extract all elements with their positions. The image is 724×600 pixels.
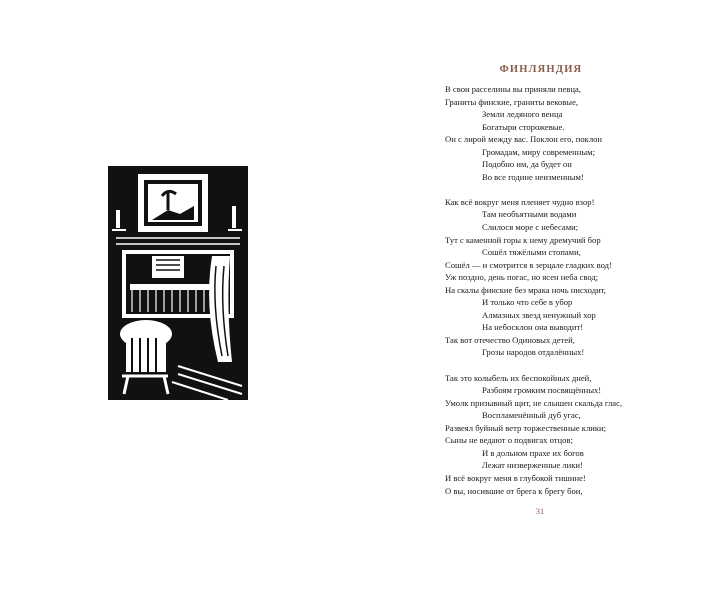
poem-line: Развеял буйный ветр торжественные клики; (445, 422, 607, 433)
poem-line: В свои расселины вы приняли певца, (445, 84, 581, 94)
poem-line: Земли ледяного венца (482, 109, 563, 120)
poem-body (445, 83, 675, 497)
poem-line: Так вот отечество Одиновых детей, (445, 334, 575, 345)
poem-line: Сошёл тяжёлыми стопами, (482, 247, 581, 258)
poem-line: Во все године неизменным! (482, 171, 584, 182)
poem-line: О вы, носившие от брега к брегу бои, (445, 485, 583, 496)
poem-line: Подобно им, да будет он (482, 159, 572, 170)
poem-line: Сошёл — и смотрится в зерцале гладких вод! (445, 259, 612, 270)
poem-line: На скалы финские без мрака ночь нисходит, (445, 284, 606, 295)
poem-line: Так это колыбель их беспокойных дней, (445, 372, 592, 383)
poem-line: Умолк призывный щит, не слышен скальда глас, (445, 397, 623, 408)
poem-line: Там необъятными водами (482, 209, 577, 220)
woodcut-interior-icon (108, 166, 248, 400)
poem-title: ФИНЛЯНДИЯ (499, 64, 583, 75)
poem-line: Лежат низверженные лики! (482, 460, 583, 471)
poem-line: Слилося море с небесами; (482, 222, 579, 233)
stanza-break (445, 183, 675, 196)
poem-line: Он с лирой между вас. Поклон его, поклон (445, 134, 603, 145)
poem-line: Воспламенённый дуб угас, (482, 410, 581, 421)
poem-line: Уж поздно, день погас, но ясен неба свод; (445, 272, 599, 283)
poem-line: Богатыри сторожевые. (482, 121, 565, 132)
poem-line: Разбоям громким посвящённых! (482, 385, 602, 396)
poem-line: На небосклон она выводит! (482, 322, 584, 333)
poem-line: Тут с каменной горы к нему дремучий бор (445, 234, 601, 245)
stanza-break (445, 359, 675, 372)
poem-line: Грозы народов отдалённых! (482, 347, 585, 358)
poem-line: И в дольном прахе их богов (482, 447, 584, 458)
poem-line: Сыны не ведают о подвигах отцов; (445, 435, 573, 446)
poem-line: И только что себе в убор (482, 297, 573, 308)
poem-line: И всё вокруг меня в глубокой тишине! (445, 472, 586, 483)
poem-line: Как всё вокруг меня пленяет чудно взор! (445, 196, 595, 207)
page-number: 31 (535, 506, 545, 516)
poem-line: Громадам, миру современным; (482, 146, 595, 157)
poem-line: Граниты финские, граниты вековые, (445, 96, 579, 107)
poem-line: Алмазных звезд ненужный хор (482, 309, 596, 320)
